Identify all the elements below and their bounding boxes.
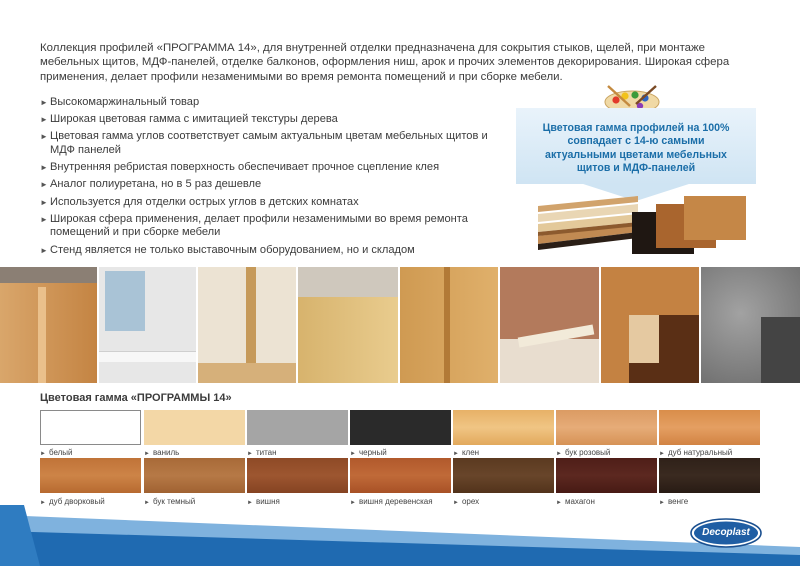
color-swatch bbox=[659, 410, 760, 445]
swatch-name: дуб дворковый bbox=[48, 497, 105, 506]
bullet-arrow-icon: ► bbox=[40, 451, 46, 457]
bullet-arrow-icon: ► bbox=[659, 451, 665, 457]
color-swatch bbox=[659, 458, 760, 493]
feature-item bbox=[40, 130, 510, 157]
swatch-name: ваниль bbox=[152, 448, 180, 457]
color-swatch bbox=[144, 410, 245, 445]
swatch-name: вишня bbox=[255, 497, 280, 506]
bullet-arrow-icon: ► bbox=[247, 500, 253, 506]
color-swatch bbox=[350, 410, 451, 445]
feature-item bbox=[40, 196, 510, 210]
bullet-arrow-icon: ► bbox=[40, 180, 48, 190]
swatch-name: бук розовый bbox=[564, 448, 611, 457]
photo-panel-joint bbox=[298, 267, 398, 383]
bullet-arrow-icon: ► bbox=[556, 451, 562, 457]
color-swatch bbox=[556, 458, 657, 493]
feature-item bbox=[40, 213, 510, 240]
photo-shelf-edge bbox=[601, 267, 699, 383]
bullet-arrow-icon: ► bbox=[40, 214, 48, 224]
photo-wood-panel bbox=[400, 267, 498, 383]
color-swatch bbox=[453, 458, 554, 493]
bullet-arrow-icon: ► bbox=[453, 451, 459, 457]
bottom-wave-band bbox=[0, 505, 800, 566]
decoplast-logo bbox=[690, 518, 762, 548]
feature-text: Широкая цветовая гамма с имитацией текстуры дерева bbox=[50, 113, 338, 126]
feature-text: Высокомаржинальный товар bbox=[50, 96, 200, 108]
feature-item bbox=[40, 244, 510, 258]
bullet-arrow-icon: ► bbox=[40, 163, 48, 173]
swatch-name: бук темный bbox=[152, 497, 196, 506]
feature-text: Используется для отделки острых углов в детских комнатах bbox=[50, 195, 359, 208]
promo-text: Цветовая гамма профилей на 100% совпадает с 14-ю самыми актуальными цветами мебельных щитов и МДФ-панелей bbox=[542, 122, 730, 175]
swatch-name: белый bbox=[48, 448, 73, 457]
color-swatch bbox=[144, 458, 245, 493]
feature-text: Аналог полиуретана, но в 5 раз дешевле bbox=[50, 178, 262, 191]
bullet-arrow-icon: ► bbox=[350, 451, 356, 457]
palette-title: Цветовая гамма «ПРОГРАММЫ 14» bbox=[40, 392, 232, 404]
feature-list bbox=[40, 96, 510, 261]
bullet-arrow-icon: ► bbox=[40, 500, 46, 506]
color-swatch bbox=[40, 410, 141, 445]
swatch-name: вишня деревенская bbox=[358, 497, 433, 506]
photo-countertop-corner bbox=[0, 267, 97, 383]
wood-panels-image bbox=[534, 192, 749, 258]
feature-text: Цветовая гамма углов соответствует самым актуальным цветам мебельных щитов и МДФ панелей bbox=[50, 130, 488, 156]
bullet-arrow-icon: ► bbox=[453, 500, 459, 506]
feature-item bbox=[40, 178, 510, 192]
color-swatch bbox=[453, 410, 554, 445]
application-photo-strip bbox=[0, 267, 800, 383]
feature-item bbox=[40, 161, 510, 175]
feature-text: Широкая сфера применения, делает профили незаменимыми во время ремонта помещений и при сборке мебели bbox=[50, 212, 468, 239]
photo-window-sill bbox=[99, 267, 196, 383]
color-swatch bbox=[247, 410, 348, 445]
swatch-name: орех bbox=[461, 497, 480, 506]
photo-stone-countertop bbox=[701, 267, 800, 383]
color-swatch bbox=[556, 410, 657, 445]
promo-box bbox=[516, 108, 756, 184]
color-swatch bbox=[350, 458, 451, 493]
bullet-arrow-icon: ► bbox=[40, 98, 48, 107]
swatch-name: клен bbox=[461, 448, 480, 457]
swatch-name: дуб натуральный bbox=[667, 448, 733, 457]
feature-text: Стенд является не только выставочным оборудованием, но и складом bbox=[50, 243, 415, 256]
bullet-arrow-icon: ► bbox=[350, 500, 356, 506]
bullet-arrow-icon: ► bbox=[40, 115, 48, 125]
color-swatch bbox=[247, 458, 348, 493]
swatch-name: титан bbox=[255, 448, 277, 457]
photo-tiled-corner bbox=[500, 267, 599, 383]
bullet-arrow-icon: ► bbox=[40, 197, 48, 207]
bullet-arrow-icon: ► bbox=[144, 451, 150, 457]
bullet-arrow-icon: ► bbox=[659, 500, 665, 506]
intro-paragraph: Коллекция профилей «ПРОГРАММА 14», для внутренней отделки предназначена для сокрытия стыков, щелей, при монтаже мебельных щитов, МДФ-панелей, отделке балконов, оформления ниш, арок и прочих элементов декорирования. Широкая сфера применения, делает профили незаменимыми во время ремонта помещений и при сборке мебели. bbox=[40, 42, 730, 83]
bullet-arrow-icon: ► bbox=[247, 451, 253, 457]
color-swatch bbox=[40, 458, 141, 493]
feature-item bbox=[40, 113, 510, 127]
logo-text: Decoplast bbox=[702, 527, 750, 538]
feature-text: Внутренняя ребристая поверхность обеспечивает прочное сцепление клея bbox=[50, 161, 440, 174]
bullet-arrow-icon: ► bbox=[144, 500, 150, 506]
photo-wall-corner bbox=[198, 267, 296, 383]
swatch-name: венге bbox=[667, 497, 689, 506]
bullet-arrow-icon: ► bbox=[556, 500, 562, 506]
bullet-arrow-icon: ► bbox=[40, 132, 48, 142]
feature-item bbox=[40, 96, 510, 110]
swatch-name: махагон bbox=[564, 497, 595, 506]
swatch-name: черный bbox=[358, 448, 387, 457]
bullet-arrow-icon: ► bbox=[40, 245, 48, 255]
